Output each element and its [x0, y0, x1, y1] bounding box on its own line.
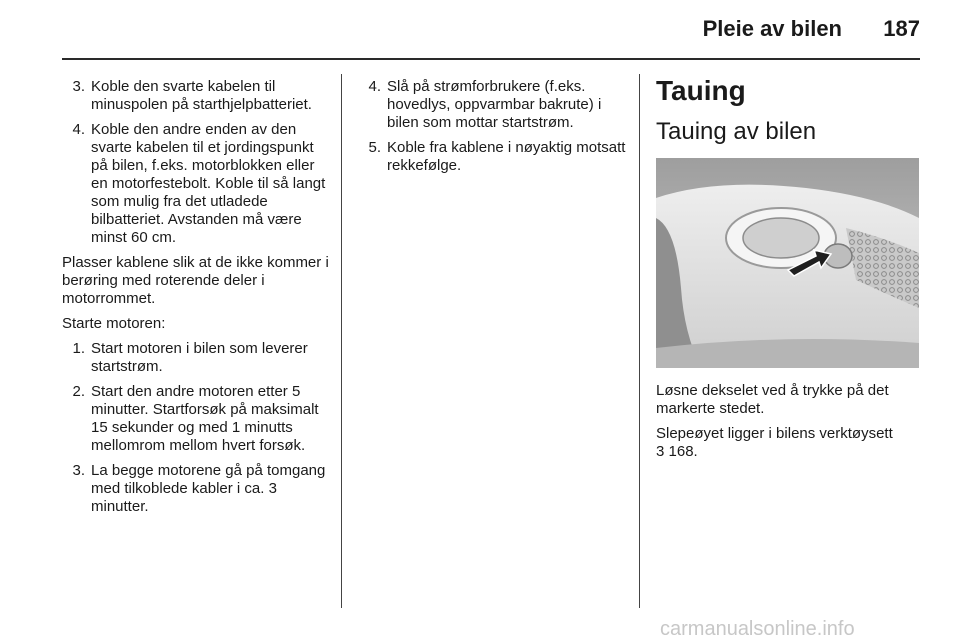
column-divider-2 [639, 74, 640, 608]
paragraph-start: Starte motoren: [62, 315, 166, 332]
towing-cover-illustration [656, 158, 919, 368]
list-item: 4. Koble den andre enden av den svarte kabelen til et jordingspunkt på bilen, f.eks. motorblokken eller en motorfestebolt. Koble til så langt som mulig fra det utladede bilbatteriet. Avstanden må være minst 60 cm. [72, 121, 326, 246]
steps-list-c [363, 78, 626, 175]
header-rule [62, 58, 920, 60]
watermark: carmanualsonline.info [660, 618, 855, 640]
list-item: 5. Koble fra kablene i nøyaktig motsatt rekkefølge. [368, 139, 626, 174]
subsection-heading: Tauing av bilen [656, 118, 817, 145]
section-heading: Tauing [656, 75, 746, 106]
paragraph-cables: Plasser kablene slik at de ikke kommer i berøring med roterende deler i motorrommet. [62, 254, 329, 307]
page-header-title: Pleie av bilen [702, 16, 842, 41]
steps-list-a [67, 78, 330, 247]
list-item: 3. Koble den svarte kabelen til minuspolen på starthjelpbatteriet. [72, 78, 312, 113]
list-item: 4. Slå på strømforbrukere (f.eks. hovedlys, oppvarmbar bakrute) i bilen som mottar startstrøm. [368, 78, 602, 131]
steps-list-b [67, 340, 330, 516]
page-reference[interactable]: 3 168. [656, 443, 698, 460]
column-2 [358, 78, 626, 182]
paragraph-tow-eye: Slepeøyet ligger i bilens verktøysett 3 168. [656, 425, 893, 460]
reference-arrow-icon: 3 [656, 443, 665, 460]
list-item: 3. La begge motorene gå på tomgang med tilkoblede kabler i ca. 3 minutter. [72, 462, 326, 515]
page-number: 187 [883, 16, 920, 41]
column-divider-1 [341, 74, 342, 608]
column-3 [656, 76, 920, 468]
list-item: 2. Start den andre motoren etter 5 minutter. Startforsøk på maksimalt 15 sekunder og med 1 minutts mellomrom mellom hvert forsøk. [72, 383, 319, 454]
column-1 [62, 78, 330, 523]
list-item: 1. Start motoren i bilen som leverer startstrøm. [72, 340, 308, 375]
paragraph-cover: Løsne dekselet ved å trykke på det markerte stedet. [656, 382, 889, 417]
